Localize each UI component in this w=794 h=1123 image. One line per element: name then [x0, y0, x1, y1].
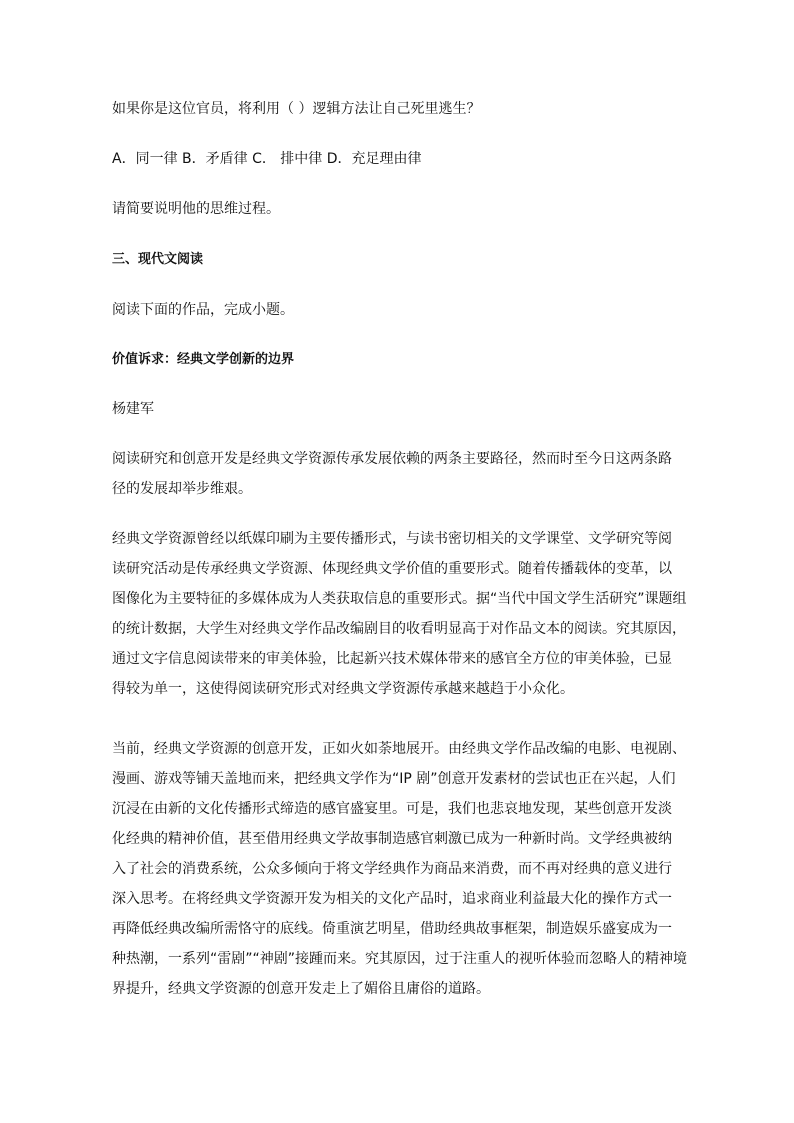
- paragraph-line: 当前，经典文学资源的创意开发，正如火如荼地展开。由经典文学作品改编的电影、电视剧、: [112, 741, 686, 757]
- paragraph-line: 化经典的精神价值，甚至借用经典文学故事制造感官刺激已成为一种新时尚。文学经典被纳: [112, 831, 672, 847]
- question-options: A．同一律 B．矛盾律 C． 排中律 D．充足理由律: [112, 151, 422, 167]
- paragraph-line: 漫画、游戏等铺天盖地而来，把经典文学作为“IP 剧”创意开发素材的尝试也正在兴起，人们: [112, 771, 676, 787]
- question-instruction: 请简要说明他的思维过程。: [112, 201, 280, 217]
- paragraph-line: 深入思考。在将经典文学资源开发为相关的文化产品时，追求商业利益最大化的操作方式一: [112, 891, 672, 907]
- paragraph-line: 通过文字信息阅读带来的审美体验，比起新兴技术媒体带来的感官全方位的审美体验，已显: [112, 651, 672, 667]
- section-task: 阅读下面的作品，完成小题。: [112, 302, 294, 318]
- paragraph-line: 读研究活动是传承经典文学资源、体现经典文学价值的重要形式。随着传播载体的变革，以: [112, 561, 672, 577]
- question-prompt: 如果你是这位官员，将利用（ ）逻辑方法让自己死里逃生？: [112, 101, 481, 117]
- article-author: 杨建军: [112, 401, 154, 417]
- section-heading: 三、现代文阅读: [112, 252, 204, 267]
- paragraph-line: 阅读研究和创意开发是经典文学资源传承发展依赖的两条主要路径，然而时至今日这两条路: [112, 451, 672, 467]
- paragraph-line: 得较为单一，这使得阅读研究形式对经典文学资源传承越来越趋于小众化。: [112, 681, 574, 697]
- paragraph-line: 种热潮，一系列“雷剧”“神剧”接踵而来。究其原因，过于注重人的视听体验而忽略人的精神境: [112, 951, 688, 967]
- paragraph-line: 图像化为主要特征的多媒体成为人类获取信息的重要形式。据“当代中国文学生活研究”课题组: [112, 591, 687, 607]
- paragraph-line: 入了社会的消费系统，公众多倾向于将文学经典作为商品来消费，而不再对经典的意义进行: [112, 861, 672, 877]
- paragraph-line: 再降低经典改编所需恪守的底线。倚重演艺明星，借助经典故事框架，制造娱乐盛宴成为一: [112, 921, 672, 937]
- paragraph-line: 径的发展却举步维艰。: [112, 481, 252, 497]
- paragraph-line: 沉浸在由新的文化传播形式缔造的感官盛宴里。可是，我们也悲哀地发现，某些创意开发淡: [112, 801, 672, 817]
- paragraph-line: 的统计数据，大学生对经典文学作品改编剧目的收看明显高于对作品文本的阅读。究其原因，: [112, 621, 686, 637]
- article-title: 价值诉求：经典文学创新的边界: [112, 352, 295, 367]
- paragraph-line: 经典文学资源曾经以纸媒印刷为主要传播形式，与读书密切相关的文学课堂、文学研究等阅: [112, 531, 672, 547]
- paragraph-line: 界提升，经典文学资源的创意开发走上了媚俗且庸俗的道路。: [112, 981, 490, 997]
